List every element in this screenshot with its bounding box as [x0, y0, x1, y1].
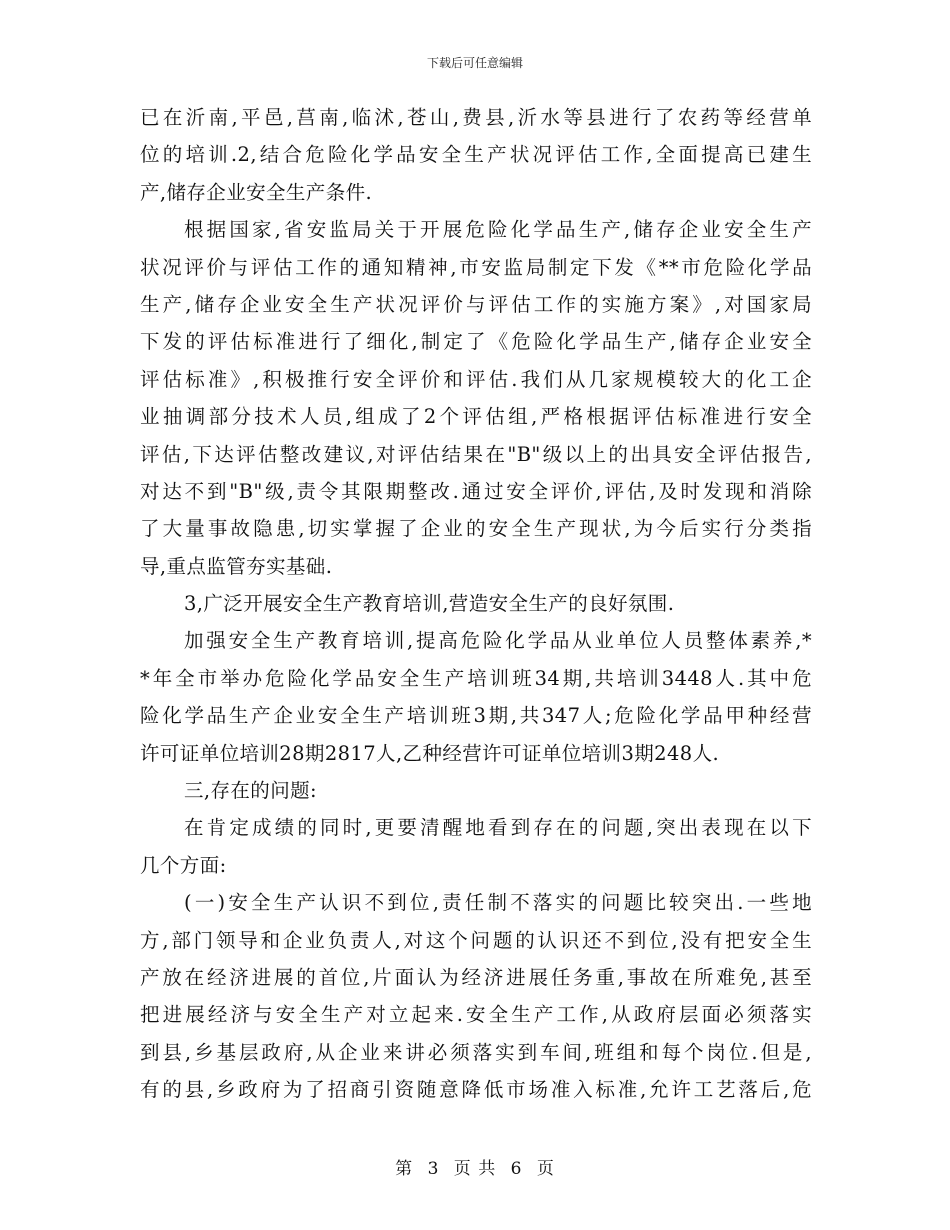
text-line: 到县,乡基层政府,从企业来讲必须落实到车间,班组和每个岗位.但是, — [140, 1040, 812, 1064]
footer-total-pages: 6 — [510, 1159, 523, 1179]
text-line: 评估标准》,积极推行安全评价和评估.我们从几家规模较大的化工企 — [140, 367, 812, 391]
text-line: 几个方面: — [140, 853, 227, 877]
text-line: 已在沂南,平邑,莒南,临沭,苍山,费县,沂水等县进行了农药等经营单 — [140, 106, 812, 129]
text-line: 产,储存企业安全生产条件. — [140, 180, 373, 204]
text-line: (一)安全生产认识不到位,责任制不落实的问题比较突出.一些地 — [184, 891, 812, 915]
text-line: 对达不到"B"级,责令其限期整改.通过安全评价,评估,及时发现和消除 — [140, 479, 812, 503]
text-line: 业抽调部分技术人员,组成了2个评估组,严格根据评估标准进行安全 — [140, 405, 812, 429]
text-line: 根据国家,省安监局关于开展危险化学品生产,储存企业安全生产 — [184, 218, 812, 242]
text-line: 许可证单位培训28期2817人,乙种经营许可证单位培训3期248人. — [140, 741, 720, 765]
text-line: 有的县,乡政府为了招商引资随意降低市场准入标准,允许工艺落后,危 — [140, 1078, 812, 1102]
text-line: 了大量事故隐患,切实掌握了企业的安全生产现状,为今后实行分类指 — [140, 517, 812, 541]
document-body — [140, 99, 812, 1109]
text-line: 生产,储存企业安全生产状况评价与评估工作的实施方案》,对国家局 — [140, 292, 812, 316]
text-line: 方,部门领导和企业负责人,对这个问题的认识还不到位,没有把安全生 — [140, 928, 812, 952]
text-line: 产放在经济进展的首位,片面认为经济进展任务重,事故在所难免,甚至 — [140, 965, 812, 989]
text-line: 险化学品生产企业安全生产培训班3期,共347人;危险化学品甲种经营 — [140, 704, 812, 728]
text-line: 状况评价与评估工作的通知精神,市安监局制定下发《**市危险化学品 — [140, 255, 812, 279]
text-line: 在肯定成绩的同时,更要清醒地看到存在的问题,突出表现在以下 — [184, 816, 812, 840]
text-line: 三,存在的问题: — [184, 779, 317, 803]
text-line: 位的培训.2,结合危险化学品安全生产状况评估工作,全面提高已建生 — [140, 143, 812, 167]
text-line: 评估,下达评估整改建议,对评估结果在"B"级以上的出具安全评估报告, — [140, 442, 812, 466]
footer-prefix: 第 — [395, 1159, 414, 1179]
page-footer — [0, 1154, 950, 1179]
footer-suffix: 页 — [536, 1159, 555, 1179]
text-line: *年全市举办危险化学品安全生产培训班34期,共培训3448人.其中危 — [140, 666, 812, 690]
footer-middle: 页 共 — [453, 1159, 497, 1179]
text-line: 3,广泛开展安全生产教育培训,营造安全生产的良好氛围. — [184, 592, 675, 616]
text-line: 下发的评估标准进行了细化,制定了《危险化学品生产,储存企业安全 — [140, 330, 812, 354]
page-header: 下载后可任意编辑 — [426, 56, 523, 70]
text-line: 导,重点监管夯实基础. — [140, 554, 333, 578]
footer-page-number: 3 — [427, 1159, 440, 1179]
text-line: 加强安全生产教育培训,提高危险化学品从业单位人员整体素养,* — [184, 629, 812, 653]
text-line: 把进展经济与安全生产对立起来.安全生产工作,从政府层面必须落实 — [140, 1003, 812, 1027]
